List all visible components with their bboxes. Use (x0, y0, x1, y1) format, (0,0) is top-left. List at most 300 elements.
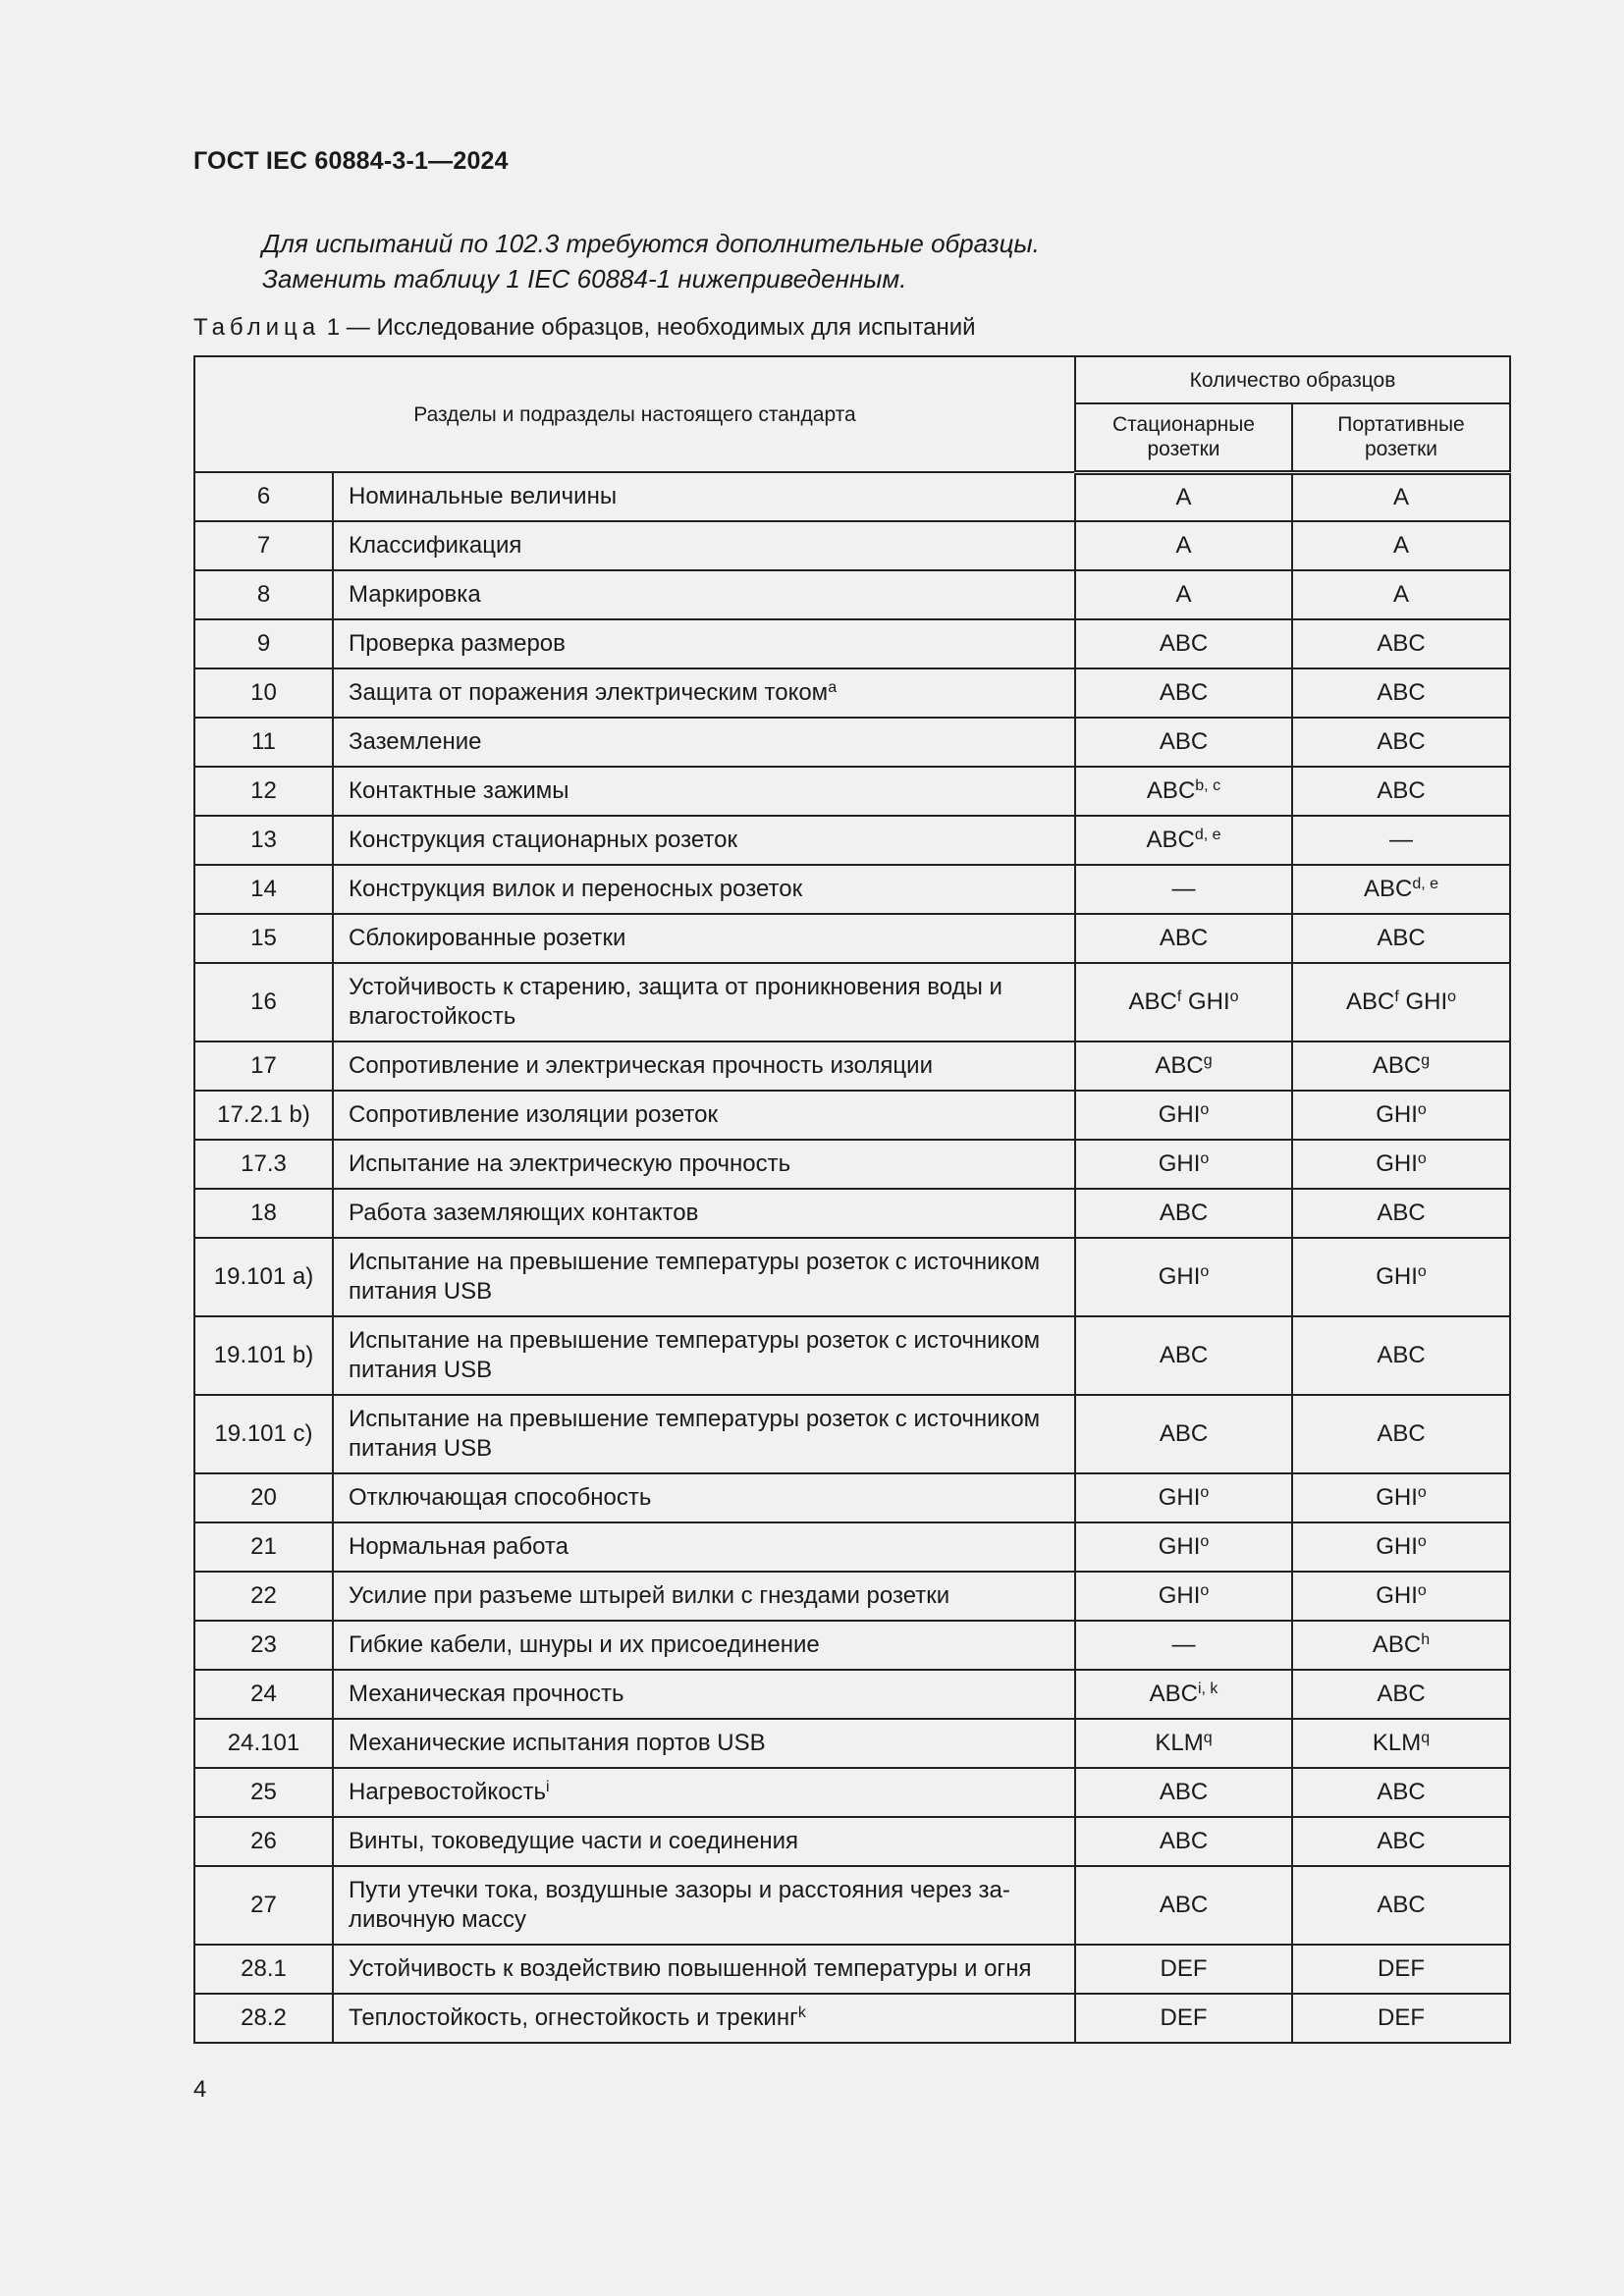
portable-samples-cell (1292, 1395, 1510, 1473)
section-name-cell (333, 1316, 1075, 1395)
portable-samples-cell (1292, 1817, 1510, 1866)
table-row (194, 1572, 1510, 1621)
portable-value: ABC (1363, 876, 1413, 902)
section-number: 25 (250, 1779, 277, 1805)
footnote-mark: i, k (1197, 1681, 1218, 1697)
section-name-cell (333, 718, 1075, 767)
portable-value: GHI (1376, 1101, 1418, 1128)
section-name-cell (333, 668, 1075, 718)
section-number-cell (194, 1817, 333, 1866)
section-name: Механическая прочность (349, 1681, 624, 1707)
portable-value: GHI (1376, 1582, 1418, 1609)
section-name-cell (333, 1522, 1075, 1572)
section-name: Отключающая способность (349, 1484, 652, 1511)
footnote-mark: o (1200, 1263, 1210, 1280)
stationary-value-extra: GHI (1181, 988, 1230, 1015)
table-row (194, 1621, 1510, 1670)
stationary-samples-cell (1075, 1316, 1292, 1395)
stationary-samples-cell (1075, 472, 1292, 521)
section-name-cell (333, 1866, 1075, 1945)
section-number-cell (194, 1316, 333, 1395)
section-name-cell (333, 1041, 1075, 1091)
stationary-samples-cell (1075, 1719, 1292, 1768)
portable-value: — (1389, 827, 1413, 853)
portable-samples-cell (1292, 1768, 1510, 1817)
section-name: Конструкция вилок и переносных розеток (349, 876, 803, 902)
footnote-mark: q (1203, 1730, 1213, 1746)
section-name: Работа заземляющих контактов (349, 1200, 699, 1226)
table-row (194, 1945, 1510, 1994)
section-name: Нагревостойкость (349, 1779, 547, 1805)
footnote-mark: o (1417, 1484, 1427, 1501)
portable-value: GHI (1376, 1263, 1418, 1290)
footnote-mark: o (1447, 988, 1457, 1005)
portable-samples-cell (1292, 1945, 1510, 1994)
portable-samples-cell (1292, 914, 1510, 963)
section-number-cell (194, 619, 333, 668)
portable-value: DEF (1378, 2004, 1425, 2031)
section-number-cell (194, 1768, 333, 1817)
section-number-cell (194, 1621, 333, 1670)
stationary-value: ABC (1159, 1828, 1209, 1854)
section-name: Защита от поражения электрическим током (349, 679, 829, 706)
section-name: Устойчивость к воздействию повышенной температуры и огня (349, 1955, 1032, 1982)
portable-samples-cell (1292, 767, 1510, 816)
footnote-mark: o (1200, 1101, 1210, 1118)
header-sections: Разделы и подразделы настоящего стандарта (194, 356, 1075, 472)
portable-value: GHI (1376, 1533, 1418, 1560)
stationary-value: DEF (1160, 2004, 1208, 2031)
section-name: Испытание на превышение температуры розеток с источником питания USB (349, 1327, 1041, 1383)
stationary-samples-cell (1075, 1189, 1292, 1238)
portable-value: GHI (1376, 1484, 1418, 1511)
section-name: Испытание на электрическую прочность (349, 1150, 791, 1177)
table-row (194, 1768, 1510, 1817)
section-number-cell (194, 1395, 333, 1473)
stationary-samples-cell (1075, 1473, 1292, 1522)
footnote-mark: a (828, 679, 838, 696)
section-number-cell (194, 767, 333, 816)
table-row (194, 619, 1510, 668)
section-name: Проверка размеров (349, 630, 566, 657)
section-number: 19.101 b) (213, 1342, 314, 1368)
portable-value: A (1393, 483, 1410, 510)
section-number: 22 (250, 1582, 277, 1609)
table-row (194, 1238, 1510, 1316)
footnote-mark: f (1394, 988, 1399, 1005)
section-number: 12 (250, 777, 277, 804)
section-name-cell (333, 1395, 1075, 1473)
section-name-cell (333, 1473, 1075, 1522)
table-row (194, 1473, 1510, 1522)
section-name: Теплостойкость, огнестойкость и трекинг (349, 2004, 798, 2031)
section-name-cell (333, 1238, 1075, 1316)
section-number: 19.101 c) (214, 1420, 313, 1447)
portable-samples-cell (1292, 963, 1510, 1041)
section-number-cell (194, 1945, 333, 1994)
stationary-samples-cell (1075, 1945, 1292, 1994)
stationary-samples-cell (1075, 619, 1292, 668)
portable-value: ABC (1377, 925, 1426, 951)
section-name: Механические испытания портов USB (349, 1730, 766, 1756)
portable-samples-cell (1292, 1091, 1510, 1140)
section-name-cell (333, 619, 1075, 668)
stationary-value: ABC (1159, 728, 1209, 755)
portable-value: GHI (1376, 1150, 1418, 1177)
section-number-cell (194, 1522, 333, 1572)
footnote-mark: k (797, 2004, 806, 2021)
portable-value: ABC (1377, 1200, 1426, 1226)
section-name: Сопротивление и электрическая прочность изоляции (349, 1052, 933, 1079)
stationary-samples-cell (1075, 914, 1292, 963)
section-number-cell (194, 668, 333, 718)
footnote-mark: o (1200, 1484, 1210, 1501)
table-row (194, 472, 1510, 521)
section-number: 14 (250, 876, 277, 902)
section-name-cell (333, 1994, 1075, 2043)
caption-text: — Исследование образцов, необходимых для испытаний (340, 314, 976, 341)
table-row (194, 1719, 1510, 1768)
table-row (194, 1522, 1510, 1572)
footnote-mark: f (1176, 988, 1182, 1005)
stationary-samples-cell (1075, 1395, 1292, 1473)
section-name: Винты, токоведущие части и соединения (349, 1828, 799, 1854)
table-row (194, 1041, 1510, 1091)
table-row (194, 570, 1510, 619)
section-name: Устойчивость к старению, защита от проникновения воды и влагостойкость (349, 974, 1002, 1030)
portable-samples-cell (1292, 1621, 1510, 1670)
section-name: Нормальная работа (349, 1533, 568, 1560)
footnote-mark: g (1421, 1052, 1431, 1069)
samples-table (193, 355, 1511, 2044)
stationary-value: DEF (1160, 1955, 1208, 1982)
section-number: 13 (250, 827, 277, 853)
footnote-mark: o (1200, 1582, 1210, 1599)
section-name: Сблокированные розетки (349, 925, 626, 951)
stationary-samples-cell (1075, 521, 1292, 570)
stationary-value: ABC (1159, 925, 1209, 951)
section-name-cell (333, 1719, 1075, 1768)
stationary-value: ABC (1159, 679, 1209, 706)
portable-value: ABC (1377, 1420, 1426, 1447)
section-name: Сопротивление изоляции розеток (349, 1101, 718, 1128)
stationary-value: ABC (1159, 1779, 1209, 1805)
stationary-samples-cell (1075, 718, 1292, 767)
portable-samples-cell (1292, 1041, 1510, 1091)
portable-samples-cell (1292, 472, 1510, 521)
stationary-samples-cell (1075, 767, 1292, 816)
table-row (194, 914, 1510, 963)
stationary-samples-cell (1075, 1768, 1292, 1817)
section-number: 9 (256, 630, 271, 657)
portable-value: DEF (1378, 1955, 1425, 1982)
portable-samples-cell (1292, 1522, 1510, 1572)
stationary-value: GHI (1158, 1533, 1201, 1560)
stationary-value: GHI (1158, 1582, 1201, 1609)
stationary-value: ABC (1146, 827, 1195, 853)
portable-samples-cell (1292, 1719, 1510, 1768)
caption-label: Таблица (193, 314, 321, 341)
portable-samples-cell (1292, 521, 1510, 570)
portable-value: ABC (1377, 1779, 1426, 1805)
table-row (194, 767, 1510, 816)
section-number: 7 (256, 532, 271, 559)
stationary-value: ABC (1159, 1892, 1209, 1918)
stationary-value: ABC (1159, 630, 1209, 657)
section-number-cell (194, 1238, 333, 1316)
portable-samples-cell (1292, 1572, 1510, 1621)
portable-samples-cell (1292, 718, 1510, 767)
section-number-cell (194, 718, 333, 767)
section-number-cell (194, 963, 333, 1041)
intro-line-2: Заменить таблицу 1 IEC 60884-1 нижеприведенным. (262, 264, 907, 294)
section-name-cell (333, 767, 1075, 816)
stationary-value: A (1175, 532, 1192, 559)
intro-text (262, 226, 1040, 296)
section-number: 11 (251, 728, 276, 755)
section-name-cell (333, 1670, 1075, 1719)
section-number: 6 (256, 483, 271, 509)
table-row (194, 865, 1510, 914)
stationary-value: ABC (1159, 1200, 1209, 1226)
portable-samples-cell (1292, 1316, 1510, 1395)
portable-samples-cell (1292, 570, 1510, 619)
section-number: 15 (250, 925, 277, 951)
footnote-mark: h (1421, 1631, 1431, 1648)
section-name-cell (333, 914, 1075, 963)
table-row (194, 1866, 1510, 1945)
section-name-cell (333, 1768, 1075, 1817)
portable-samples-cell (1292, 1994, 1510, 2043)
stationary-samples-cell (1075, 1866, 1292, 1945)
stationary-samples-cell (1075, 1522, 1292, 1572)
footnote-mark: o (1417, 1263, 1427, 1280)
stationary-samples-cell (1075, 1238, 1292, 1316)
stationary-samples-cell (1075, 1670, 1292, 1719)
section-number-cell (194, 1473, 333, 1522)
portable-samples-cell (1292, 1189, 1510, 1238)
portable-samples-cell (1292, 1140, 1510, 1189)
document-title: ГОСТ IEC 60884-3-1—2024 (193, 147, 509, 175)
portable-value: ABC (1377, 1892, 1426, 1918)
section-name-cell (333, 1140, 1075, 1189)
portable-value: ABC (1345, 988, 1395, 1015)
stationary-samples-cell (1075, 963, 1292, 1041)
table-row (194, 668, 1510, 718)
portable-value: ABC (1377, 1342, 1426, 1368)
section-name: Заземление (349, 728, 482, 755)
section-number-cell (194, 570, 333, 619)
stationary-samples-cell (1075, 1041, 1292, 1091)
table-caption (193, 314, 976, 342)
footnote-mark: d, e (1194, 827, 1221, 843)
footnote-mark: o (1229, 988, 1239, 1005)
portable-value: ABC (1377, 777, 1426, 804)
stationary-value: — (1171, 1631, 1196, 1658)
page-number: 4 (193, 2076, 207, 2103)
portable-samples-cell (1292, 668, 1510, 718)
portable-samples-cell (1292, 816, 1510, 865)
portable-samples-cell (1292, 619, 1510, 668)
intro-line-1: Для испытаний по 102.3 требуются дополнительные образцы. (262, 229, 1040, 258)
section-name: Испытание на превышение температуры розеток с источником питания USB (349, 1406, 1041, 1462)
stationary-samples-cell (1075, 570, 1292, 619)
portable-samples-cell (1292, 1473, 1510, 1522)
section-number: 10 (250, 679, 277, 706)
section-number: 20 (250, 1484, 277, 1511)
section-name-cell (333, 1817, 1075, 1866)
stationary-value: ABC (1128, 988, 1177, 1015)
footnote-mark: q (1421, 1730, 1431, 1746)
section-name-cell (333, 1945, 1075, 1994)
footnote-mark: b, c (1195, 777, 1221, 794)
stationary-samples-cell (1075, 1994, 1292, 2043)
section-name-cell (333, 1572, 1075, 1621)
table-row (194, 521, 1510, 570)
stationary-samples-cell (1075, 1091, 1292, 1140)
section-name: Классификация (349, 532, 522, 559)
section-name: Испытание на превышение температуры розеток с источником питания USB (349, 1249, 1041, 1305)
portable-value: ABC (1377, 1828, 1426, 1854)
stationary-value: GHI (1158, 1101, 1201, 1128)
section-number: 28.1 (241, 1955, 287, 1982)
section-name: Гибкие кабели, шнуры и их присоединение (349, 1631, 820, 1658)
stationary-samples-cell (1075, 1140, 1292, 1189)
header-stationary: Стационарные розетки (1075, 403, 1292, 472)
table-row (194, 1670, 1510, 1719)
footnote-mark: o (1417, 1533, 1427, 1550)
section-name-cell (333, 1091, 1075, 1140)
portable-value: KLM (1372, 1730, 1422, 1756)
section-name-cell (333, 1621, 1075, 1670)
section-number-cell (194, 914, 333, 963)
table-row (194, 816, 1510, 865)
stationary-samples-cell (1075, 668, 1292, 718)
section-name-cell (333, 570, 1075, 619)
stationary-samples-cell (1075, 1572, 1292, 1621)
header-portable: Портативные розетки (1292, 403, 1510, 472)
footnote-mark: g (1203, 1052, 1213, 1069)
stationary-value: ABC (1149, 1681, 1198, 1707)
section-number-cell (194, 472, 333, 521)
stationary-value: ABC (1159, 1420, 1209, 1447)
table-row (194, 963, 1510, 1041)
section-number-cell (194, 816, 333, 865)
section-number: 17 (250, 1052, 277, 1079)
table-row (194, 1091, 1510, 1140)
portable-value: ABC (1372, 1631, 1422, 1658)
section-number-cell (194, 1041, 333, 1091)
section-name-cell (333, 1189, 1075, 1238)
table-row (194, 1994, 1510, 2043)
section-name-cell (333, 963, 1075, 1041)
section-number-cell (194, 865, 333, 914)
stationary-samples-cell (1075, 1621, 1292, 1670)
section-number: 26 (250, 1828, 277, 1854)
section-name-cell (333, 816, 1075, 865)
header-quantity: Количество образцов (1075, 356, 1510, 403)
portable-value-extra: GHI (1398, 988, 1448, 1015)
section-name-cell (333, 521, 1075, 570)
section-number: 27 (250, 1892, 277, 1918)
section-number: 18 (250, 1200, 277, 1226)
table-body (194, 472, 1510, 2043)
section-number-cell (194, 521, 333, 570)
section-number: 19.101 a) (213, 1263, 314, 1290)
section-name-cell (333, 472, 1075, 521)
section-number: 21 (250, 1533, 277, 1560)
stationary-value: ABC (1155, 1052, 1204, 1079)
section-name: Маркировка (349, 581, 481, 608)
stationary-value: A (1175, 483, 1192, 510)
table-row (194, 1189, 1510, 1238)
portable-samples-cell (1292, 865, 1510, 914)
section-number-cell (194, 1719, 333, 1768)
section-number: 16 (250, 988, 277, 1015)
section-number-cell (194, 1670, 333, 1719)
section-number-cell (194, 1140, 333, 1189)
portable-value: ABC (1372, 1052, 1422, 1079)
caption-number: 1 (326, 314, 341, 341)
section-name: Усилие при разъеме штырей вилки с гнездами розетки (349, 1582, 950, 1609)
stationary-value: ABC (1146, 777, 1196, 804)
stationary-value: KLM (1155, 1730, 1204, 1756)
footnote-mark: o (1417, 1582, 1427, 1599)
section-number-cell (194, 1189, 333, 1238)
section-name: Конструкция стационарных розеток (349, 827, 737, 853)
portable-samples-cell (1292, 1866, 1510, 1945)
table-row (194, 1316, 1510, 1395)
portable-value: A (1393, 581, 1410, 608)
portable-value: ABC (1377, 679, 1426, 706)
stationary-value: ABC (1159, 1342, 1209, 1368)
stationary-samples-cell (1075, 1817, 1292, 1866)
portable-samples-cell (1292, 1670, 1510, 1719)
table-row (194, 1817, 1510, 1866)
section-number: 24.101 (227, 1730, 300, 1756)
section-number: 17.2.1 b) (217, 1101, 310, 1128)
portable-value: ABC (1377, 1681, 1426, 1707)
stationary-samples-cell (1075, 865, 1292, 914)
section-name: Контактные зажимы (349, 777, 569, 804)
section-name-cell (333, 865, 1075, 914)
section-number: 23 (250, 1631, 277, 1658)
section-name: Номинальные величины (349, 483, 618, 509)
footnote-mark: i (546, 1779, 550, 1795)
section-number-cell (194, 1866, 333, 1945)
portable-value: ABC (1377, 728, 1426, 755)
stationary-value: GHI (1158, 1484, 1201, 1511)
section-number-cell (194, 1091, 333, 1140)
portable-value: ABC (1377, 630, 1426, 657)
footnote-mark: o (1417, 1101, 1427, 1118)
section-number: 28.2 (241, 2004, 287, 2031)
section-number-cell (194, 1572, 333, 1621)
section-number: 24 (250, 1681, 277, 1707)
stationary-value: GHI (1158, 1150, 1201, 1177)
portable-samples-cell (1292, 1238, 1510, 1316)
portable-value: A (1393, 532, 1410, 559)
footnote-mark: o (1200, 1150, 1210, 1167)
section-number-cell (194, 1994, 333, 2043)
stationary-value: — (1171, 876, 1196, 902)
section-name: Пути утечки тока, воздушные зазоры и расстояния через за-ливочную массу (349, 1877, 1010, 1933)
table-row (194, 1395, 1510, 1473)
section-number: 8 (256, 581, 271, 608)
stationary-value: GHI (1158, 1263, 1201, 1290)
table-row (194, 718, 1510, 767)
stationary-value: A (1175, 581, 1192, 608)
